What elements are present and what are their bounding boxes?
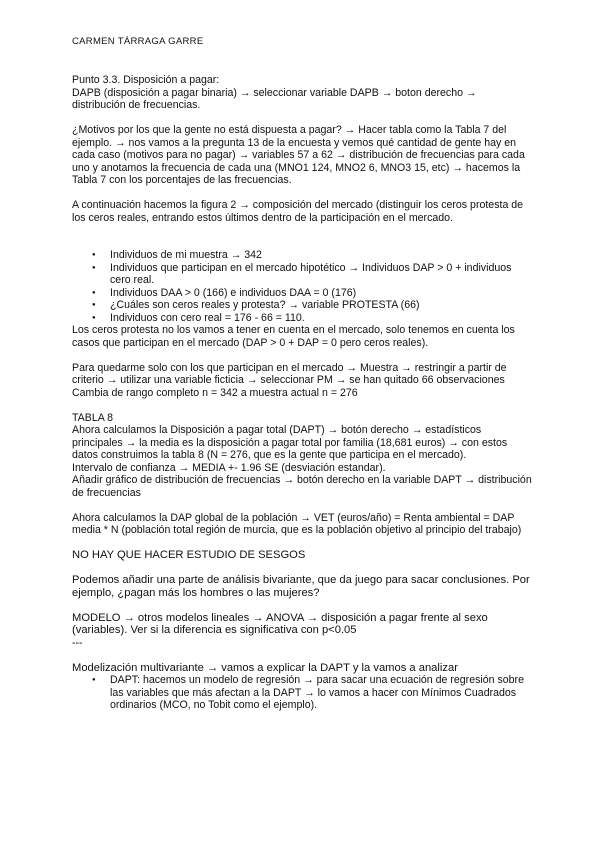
paragraph: Los ceros protesta no los vamos a tener en cuenta en el mercado, solo tenemos en cuenta los casos que participan en el mercado (DAP > 0 + DAP = 0 pero ceros reales). [72, 324, 515, 349]
list-item: ● ¿Cuáles son ceros reales y protesta? → variable PROTESTA (66) [110, 299, 532, 312]
bullet-list [72, 674, 532, 712]
paragraph: Para quedarme solo con los que participan en el mercado → Muestra → restringir a partir de criterio → utilizar una variable ficticia → seleccionar PM → se han quitado 66 observaciones [72, 361, 507, 386]
section-title: Punto 3.3. Disposición a pagar: [72, 74, 220, 86]
paragraph: A continuación hacemos la figura 2 → composición del mercado (distinguir los ceros protesta de los ceros reales, entrando estos últimos dentro de la participación en el mercado. [72, 199, 524, 224]
paragraph: ¿Motivos por los que la gente no está dispuesta a pagar? → Hacer tabla como la Tabla 7 del ejemplo. → nos vamos a la pregunta 13 de la encuesta y vemos qué cantidad de gente hay en cada caso (motivos para no pagar) → variables 57 a 62 → distribución de frecuencias para cada uno y anotamos la frecuencia de cada una (MNO1 124, MNO2 6, MNO3 15, etc) → hacemos la Tabla 7 con los porcentajes de las frecuencias. [72, 124, 525, 186]
list-item: ● Individuos de mi muestra → 342 [110, 249, 532, 262]
section-title: TABLA 8 [72, 411, 114, 424]
separator-text: --- [72, 636, 83, 649]
list-item: ● Individuos DAA > 0 (166) e individuos DAA = 0 (176) [110, 287, 532, 300]
paragraph: DAPB (disposición a pagar binaria) → seleccionar variable DAPB → boton derecho → distribución de frecuencias. [72, 86, 477, 111]
paragraph: Podemos añadir una parte de análisis bivariante, que da juego para sacar conclusiones. Por ejemplo, ¿pagan más los hombres o las mujeres? [72, 574, 530, 599]
list-item: ● Individuos que participan en el mercado hipotético → Individuos DAP > 0 + individuos cero real. [110, 262, 532, 287]
paragraph: Ahora calculamos la DAP global de la población → VET (euros/año) = Renta ambiental = DAP media * N (población total región de murcia, que es la población objetivo al principio del trabajo) [72, 511, 522, 536]
heading-note: NO HAY QUE HACER ESTUDIO DE SESGOS [72, 549, 306, 561]
document-body [72, 74, 532, 712]
paragraph: Añadir gráfico de distribución de frecuencias → botón derecho en la variable DAPT → distribución de frecuencias [72, 474, 532, 499]
list-item: ● DAPT: hacemos un modelo de regresión → para sacar una ecuación de regresión sobre las variables que más afectan a la DAPT → lo vamos a hacer con Mínimos Cuadrados ordinarios (MCO, no Tobit como el ejemplo). [110, 674, 532, 712]
paragraph: Ahora calculamos la Disposición a pagar total (DAPT) → botón derecho → estadísticos principales → la media es la disposición a pagar total por familia (18,681 euros) → con estos datos construimos la tabla 8 (N = 276, que es la gente que participa en el mercado). [72, 424, 508, 461]
paragraph: Modelización multivariante → vamos a explicar la DAPT y la vamos a analizar [72, 661, 458, 674]
paragraph: Cambia de rango completo n = 342 a muestra actual n = 276 [72, 386, 358, 399]
paragraph: Intervalo de confianza → MEDIA +- 1.96 SE (desviación estandar). [72, 461, 386, 474]
paragraph: MODELO → otros modelos lineales → ANOVA → disposición a pagar frente al sexo (variables). Ver si la diferencia es significativa con p<0.05 [72, 611, 488, 636]
bullet-list [72, 249, 532, 324]
author-header: CARMEN TÁRRAGA GARRE [72, 36, 204, 47]
list-item: ● Individuos con cero real = 176 - 66 = 110. [110, 312, 532, 325]
